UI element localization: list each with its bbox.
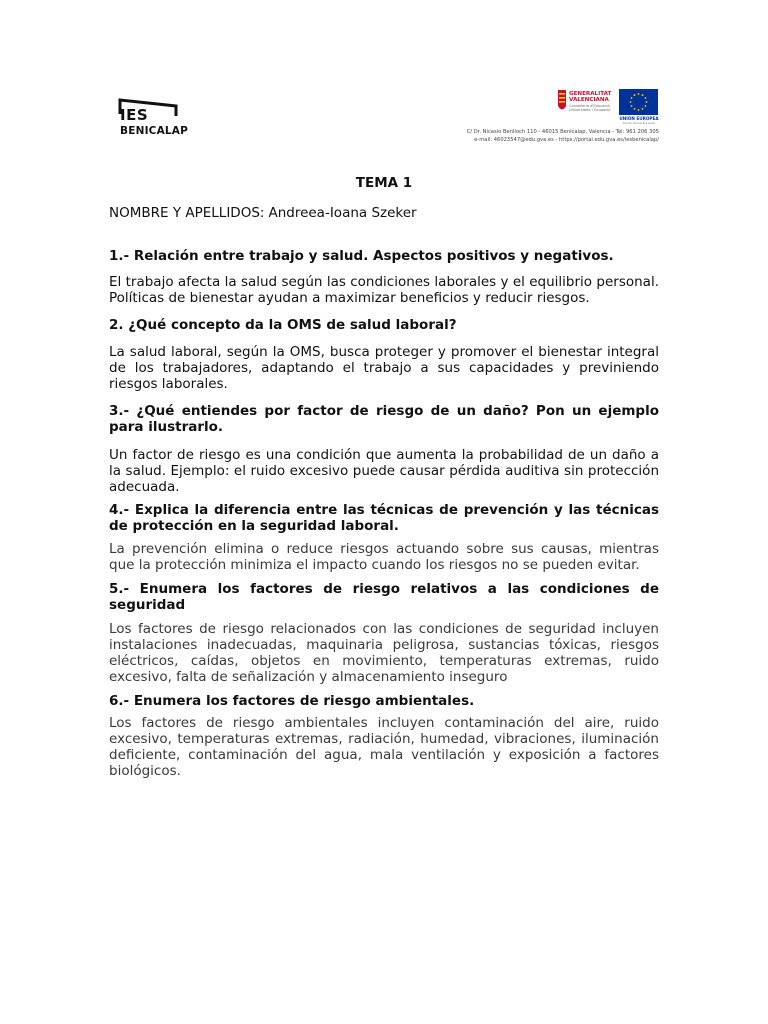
answer-2: La salud laboral, según la OMS, busca proteger y promover el bienestar integral de los trabajadores, adaptando el trabajo a sus capacidades y previniendo riesgos laborales. [109,344,659,392]
answer-3: Un factor de riesgo es una condición que aumenta la probabilidad de un daño a la salud. Ejemplo: el ruido excesivo puede causar pérdida auditiva sin protección adecuada. [109,447,659,495]
address-line-1: C/ Dr. Nicasio Benlloch 110 - 46015 Benicalap, Valencia - Tel: 961 206 305 [466,129,659,135]
name-line [109,204,659,222]
school-logo-line2: BENICALAP [120,125,189,137]
eu-star [631,97,633,99]
eu-star [646,101,648,103]
answer-6: Los factores de riesgo ambientales incluyen contaminación del aire, ruido excesivo, temperaturas extremas, radiación, humedad, vibraciones, iluminación deficiente, contaminación del agua, mala ventilación y exposición a factores biológicos. [109,715,659,779]
question-4: 4.- Explica la diferencia entre las técnicas de prevención y las técnicas de protección en la seguridad laboral. [109,502,659,534]
eu-star [634,108,636,110]
school-logo-line1: IES [120,106,149,124]
question-2: 2. ¿Qué concepto da la OMS de salud laboral? [109,317,457,333]
school-logo [118,98,192,142]
generalitat-sub: Conselleria d'Educació, Universitats i Ocupació [569,104,611,112]
eu-star [638,109,640,111]
eu-star [638,93,640,95]
school-address [399,128,659,144]
eu-star [642,108,644,110]
document-body [109,174,659,779]
eu-sub: Fondo Social Europeo [622,121,656,125]
generalitat-emblem-icon [556,88,568,114]
eu-star [645,97,647,99]
eu-logo [619,89,659,127]
eu-star [631,105,633,107]
generalitat-logo [556,88,618,116]
name-value: Andreea-Ioana Szeker [268,205,417,221]
question-3: 3.- ¿Qué entiendes por factor de riesgo de un daño? Pon un ejemplo para ilustrarlo. [109,403,659,435]
generalitat-name: GENERALITAT VALENCIANA [569,91,612,103]
address-line-2: e-mail: 46023547@edu.gva.es - https://portal.edu.gva.es/iesbenicalap/ [474,137,659,143]
answer-5: Los factores de riesgo relacionados con las condiciones de seguridad incluyen instalaciones inadecuadas, maquinaria peligrosa, sustancias tóxicas, riesgos eléctricos, caídas, objetos en movimiento, temperaturas extremas, ruido excesivo, falta de señalización y almacenamiento inseguro [109,621,659,685]
question-1: 1.- Relación entre trabajo y salud. Aspectos positivos y negativos. [109,248,614,264]
eu-star [642,94,644,96]
eu-flag-icon [619,89,658,115]
question-5: 5.- Enumera los factores de riesgo relativos a las condiciones de seguridad [109,581,659,613]
eu-star [645,105,647,107]
document-title: TEMA 1 [355,175,413,191]
answer-1: El trabajo afecta la salud según las condiciones laborales y el equilibrio personal. Políticas de bienestar ayudan a maximizar beneficios y reducir riesgos. [109,274,659,306]
answer-4: La prevención elimina o reduce riesgos actuando sobre sus causas, mientras que la protección minimiza el impacto cuando los riesgos no se pueden evitar. [109,541,659,573]
eu-star [630,101,632,103]
eu-star [634,94,636,96]
eu-name: UNIÓN EUROPEA [619,116,659,121]
question-6: 6.- Enumera los factores de riesgo ambientales. [109,693,475,709]
name-label: NOMBRE Y APELLIDOS: [109,205,265,221]
